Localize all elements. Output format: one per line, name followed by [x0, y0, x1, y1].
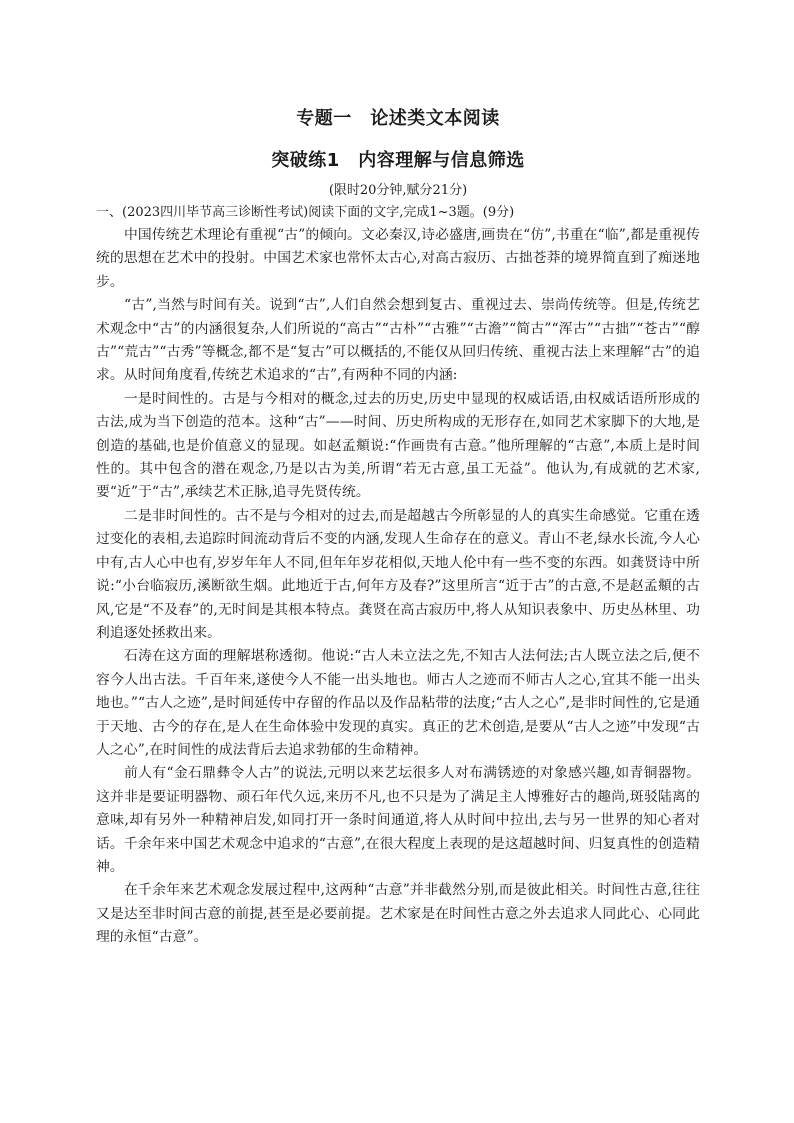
passage-paragraph-4: 二是非时间性的。古不是与今相对的过去,而是超越古今所彰显的人的真实生命感觉。它重在透过变化的表相,去追踪时间流动背后不变的内涵,发现人生命存在的意义。青山不老,绿水长流,今人心中有,古人心中也有,岁岁年年人不同,但年年岁花相似,天地人伦中有一些不变的东西。如龚贤诗中所说:“小台临寂历,溪断欲生烟。此地近于古,何年方及春?”这里所言“近于古”的古意,不是赵孟頫的古风,它是“不及春”的,无时间是其根本特点。龚贤在高古寂历中,将人从知识表象中、历史丛林里、功利追逐处拯救出来。 [96, 507, 700, 641]
passage-paragraph-7: 在千余年来艺术观念发展过程中,这两种“古意”并非截然分别,而是彼此相关。时间性古意,往往又是达至非时间古意的前提,甚至是必要前提。艺术家是在时间性古意之外去追求人同此心、心同此理的永恒“古意”。 [96, 882, 700, 946]
passage-paragraph-1: 中国传统艺术理论有重视“古”的倾向。文必秦汉,诗必盛唐,画贵在“仿”,书重在“临”,都是重视传统的思想在艺术中的投射。中国艺术家也常怀太古心,对高古寂历、古拙苍莽的境界简直到了痴迷地步。 [96, 227, 700, 290]
page-subtitle: 突破练1 内容理解与信息筛选 [271, 150, 525, 171]
passage-paragraph-3: 一是时间性的。古是与今相对的概念,过去的历史,历史中显现的权威话语,由权威话语所形成的古法,成为当下创造的范本。这种“古”——时间、历史所构成的无形存在,如同艺术家脚下的大地,是创造的基础,也是价值意义的显现。如赵孟頫说:“作画贵有古意。”他所理解的“古意”,本质上是时间性的。其中包含的潜在观念,乃是以古为美,所谓“若无古意,虽工无益”。他认为,有成就的艺术家,要“近”于“古”,承续艺术正脉,追寻先贤传统。 [96, 390, 700, 501]
question-heading: 一、(2023四川毕节高三诊断性考试)阅读下面的文字,完成1~3题。(9分) [96, 205, 515, 220]
passage-paragraph-2: “古”,当然与时间有关。说到“古”,人们自然会想到复古、重视过去、崇尚传统等。但是,传统艺术观念中“古”的内涵很复杂,人们所说的“高古”“古朴”“古雅”“古澹”“简古”“浑古”“古拙”“苍古”“醇古”“荒古”“古秀”等概念,都不是“复古”可以概括的,不能仅从回归传统、重视古法上来理解“古”的追求。从时间角度看,传统艺术追求的“古”,有两种不同的内涵: [96, 297, 700, 384]
passage-paragraph-6: 前人有“金石鼎彝令人古”的说法,元明以来艺坛很多人对布满锈迹的对象感兴趣,如青铜器物。这并非是要证明器物、顽石年代久远,来历不凡,也不只是为了满足主人博雅好古的趣尚,斑驳陆离的意味,却有另外一种精神启发,如同打开一条时间通道,将人从时间中拉出,去与另一世界的知心者对话。千余年来中国艺术观念中追求的“古意”,在很大程度上表现的是这超越时间、归复真性的创造精神。 [96, 765, 700, 875]
document-page [96, 104, 700, 950]
page-title: 专题一 论述类文本阅读 [296, 108, 500, 129]
time-limit-note: (限时20分钟,赋分21分) [328, 183, 468, 198]
passage [96, 224, 700, 950]
passage-paragraph-5: 石涛在这方面的理解堪称透彻。他说:“古人未立法之先,不知古人法何法;古人既立法之后,便不容今人出古法。千百年来,遂使今人不能一出头地也。师古人之迹而不师古人之心,宜其不能一出头地也。”“古人之迹”,是时间延传中存留的作品以及作品粘带的法度;“古人之心”,是非时间性的,它是通于天地、古今的存在,是人在生命体验中发现的真实。真正的艺术创造,是要从“古人之迹”中发现“古人之心”,在时间性的成法背后去追求勃郁的生命精神。 [96, 648, 700, 758]
